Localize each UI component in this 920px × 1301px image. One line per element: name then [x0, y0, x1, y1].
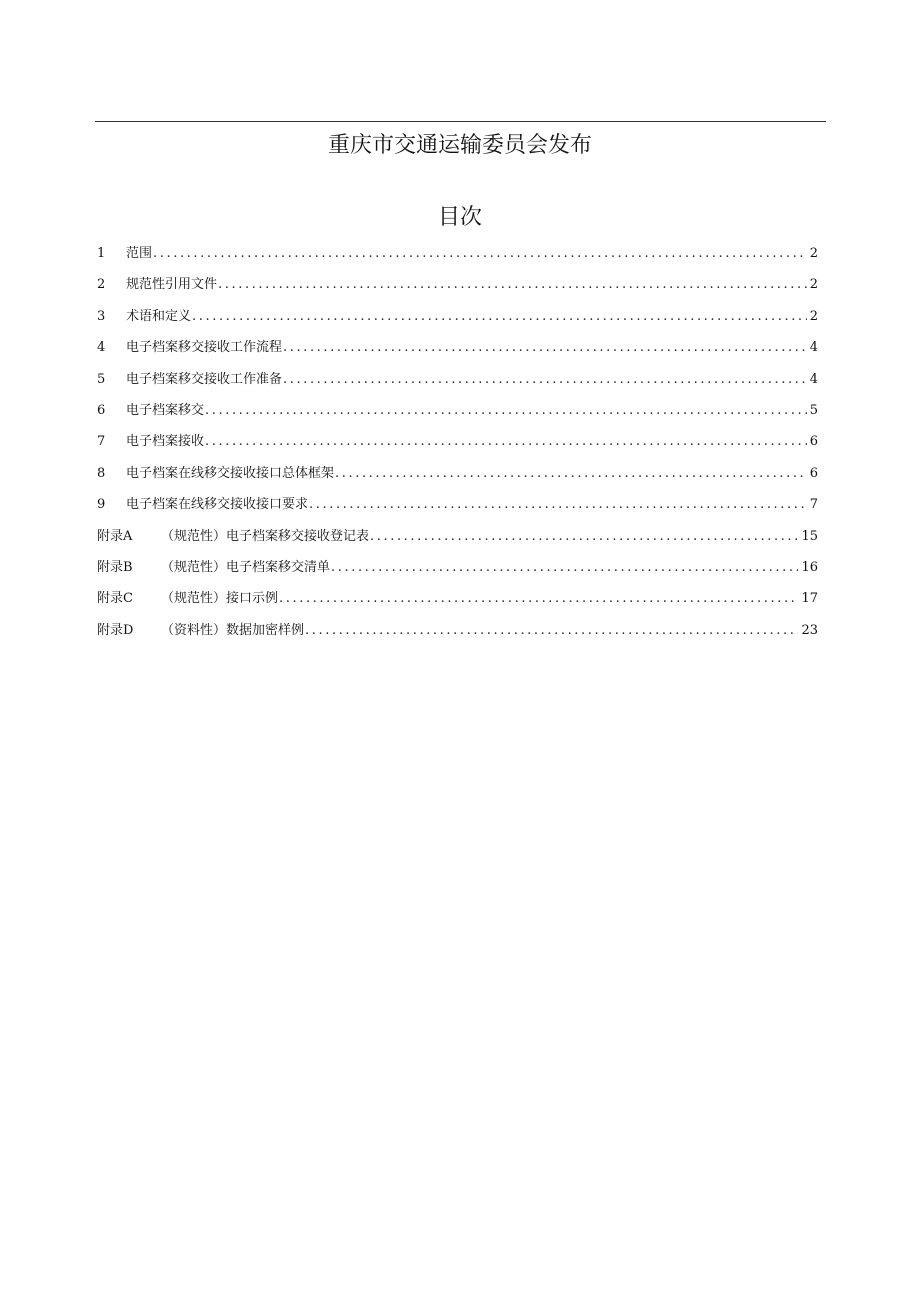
publisher-line: 重庆市交通运输委员会发布 — [327, 133, 592, 158]
toc-entry-number: 2 — [97, 277, 106, 293]
toc-entry-number: 3 — [97, 308, 106, 324]
toc-leader-dots — [283, 364, 807, 395]
toc-leader-dots — [309, 489, 807, 520]
toc-entry-number: 附录D — [97, 622, 134, 638]
toc-entry-page: 2 — [809, 308, 818, 324]
toc-entry-title: 规范性引用文件 — [126, 277, 218, 293]
toc-entry-number: 附录C — [97, 591, 133, 607]
toc-entry-title: （规范性）电子档案移交接收登记表 — [161, 528, 370, 544]
toc-entry-7[interactable] — [97, 426, 818, 457]
toc-entry-6[interactable] — [97, 395, 818, 426]
toc-entry-page: 4 — [809, 371, 818, 387]
toc-entry-title: 电子档案移交接收工作准备 — [126, 371, 283, 387]
toc-leader-dots — [192, 301, 807, 332]
toc-entry-title: （规范性）接口示例 — [161, 591, 279, 607]
toc-entry-annex-d[interactable] — [97, 615, 818, 646]
toc-entry-title: 电子档案在线移交接收接口总体框架 — [126, 465, 335, 481]
toc-entry-annex-a[interactable] — [97, 521, 818, 552]
toc-entry-page: 7 — [809, 497, 818, 513]
toc-entry-5[interactable] — [97, 364, 818, 395]
toc-entry-annex-c[interactable] — [97, 583, 818, 614]
toc-entry-2[interactable] — [97, 269, 818, 300]
toc-leader-dots — [218, 269, 807, 300]
toc-leader-dots — [370, 521, 798, 552]
toc-leader-dots — [153, 238, 807, 269]
toc-entry-3[interactable] — [97, 301, 818, 332]
toc-entry-page: 17 — [801, 591, 818, 607]
toc-entry-number: 1 — [97, 246, 106, 261]
toc-entry-number: 7 — [97, 434, 106, 450]
toc-leader-dots — [205, 395, 807, 426]
table-of-contents — [97, 238, 818, 646]
toc-entry-number: 4 — [97, 340, 106, 356]
toc-entry-title: （规范性）电子档案移交清单 — [161, 559, 331, 575]
toc-entry-annex-b[interactable] — [97, 552, 818, 583]
toc-entry-page: 16 — [801, 559, 818, 575]
toc-entry-8[interactable] — [97, 458, 818, 489]
toc-leader-dots — [335, 458, 807, 489]
toc-leader-dots — [283, 332, 807, 363]
toc-entry-page: 6 — [809, 465, 818, 481]
toc-leader-dots — [279, 583, 798, 614]
toc-entry-title: 范围 — [126, 246, 153, 261]
toc-leader-dots — [305, 615, 798, 646]
toc-entry-title: 电子档案移交接收工作流程 — [126, 340, 283, 356]
toc-leader-dots — [205, 426, 807, 457]
toc-entry-title: 电子档案在线移交接收接口要求 — [126, 497, 309, 513]
toc-entry-number: 9 — [97, 497, 106, 513]
toc-entry-page: 2 — [809, 277, 818, 293]
toc-entry-page: 5 — [809, 402, 818, 418]
toc-entry-number: 5 — [97, 371, 106, 387]
toc-entry-4[interactable] — [97, 332, 818, 363]
toc-entry-title: 术语和定义 — [126, 308, 192, 324]
toc-entry-1[interactable] — [97, 238, 818, 269]
toc-entry-number: 6 — [97, 402, 106, 418]
toc-entry-number: 附录B — [97, 559, 133, 575]
toc-entry-page: 2 — [809, 246, 818, 261]
toc-entry-page: 15 — [801, 528, 818, 544]
toc-entry-title: 电子档案移交 — [126, 402, 205, 418]
header-divider — [95, 121, 826, 122]
toc-entry-number: 8 — [97, 465, 106, 481]
toc-entry-page: 4 — [809, 340, 818, 356]
toc-leader-dots — [331, 552, 798, 583]
toc-entry-title: （资料性）数据加密样例 — [161, 622, 305, 638]
toc-title: 目次 — [437, 205, 482, 230]
toc-entry-number: 附录A — [97, 528, 133, 544]
toc-entry-page: 23 — [801, 622, 818, 638]
toc-entry-title: 电子档案接收 — [126, 434, 205, 450]
toc-entry-9[interactable] — [97, 489, 818, 520]
toc-entry-page: 6 — [809, 434, 818, 450]
